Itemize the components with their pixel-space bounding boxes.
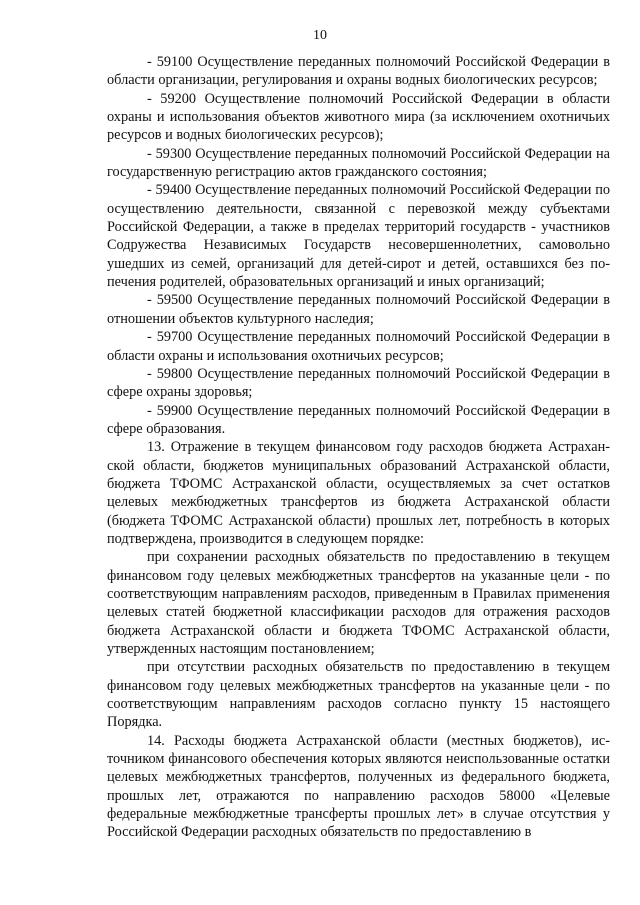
document-body bbox=[107, 53, 610, 842]
list-item-59200: - 59200 Осуществление полномочий Российской Федерации в области охраны и использования объектов животного мира (за исключением охотничьих ресурсов и водных биологических ресурсов); bbox=[107, 90, 610, 144]
list-item-59400: - 59400 Осуществление переданных полномочий Российской Федерации по осуществлению деятельности, связанной с перевозкой между субъектами Российской Федерации, а также в пределах территорий государств - участников Содружества Независимых Государств несовершеннолетних, самовольно ушедших из семей, организаций для детей-сирот и детей, оставшихся без попечения родителей, образовательных организаций и иных организаций; bbox=[107, 182, 610, 291]
list-item-59900: - 59900 Осуществление переданных полномочий Российской Федерации в сфере образования. bbox=[107, 402, 610, 437]
section-13-case-preserved: при сохранении расходных обязательств по предоставлению в текущем финансовом году целевых межбюджетных трансфертов на указанные цели - по соответствующим направлениям расходов, приведенным в Правилах применения целевых статей бюджетной классификации расходов для отражения расходов бюджета Астраханской области и бюджета ТФОМС Астраханской области, утвержденных настоящим постановлением; bbox=[107, 549, 610, 657]
list-item-59300: - 59300 Осуществление переданных полномочий Российской Федерации на государственную регистрацию актов гражданского состояния; bbox=[107, 145, 610, 181]
section-14-paragraph: 14. Расходы бюджета Астраханской области (местных бюджетов), источником финансового обеспечения которых являются неиспользованные остатки целевых межбюджетных трансфертов, полученных из федерального бюджета, прошлых лет, отражаются по направлению расходов 58000 «Целевые федеральные межбюджетные трансферты прошлых лет» в случае отсутствия у Российской Федерации расходных обязательств по предоставлению в bbox=[107, 732, 610, 841]
list-item-59100: - 59100 Осуществление переданных полномочий Российской Федерации в области организации, регулирования и охраны водных биологических ресурсов; bbox=[107, 54, 610, 89]
list-item-59800: - 59800 Осуществление переданных полномочий Российской Федерации в сфере охраны здоровья; bbox=[107, 365, 610, 401]
list-item-59500: - 59500 Осуществление переданных полномочий Российской Федерации в отношении объектов культурного наследия; bbox=[107, 292, 610, 327]
section-13-paragraph: 13. Отражение в текущем финансовом году расходов бюджета Астраханской области, бюджетов муниципальных образований Астраханской области, бюджета ТФОМС Астраханской области, осуществляемых за счет остатков целевых межбюджетных трансфертов из бюджета Астраханской области (бюджета ТФОМС Астраханской области) прошлых лет, потребность в которых подтверждена, производится в следующем порядке: bbox=[107, 439, 610, 547]
section-13-case-absent: при отсутствии расходных обязательств по предоставлению в текущем финансовом году целевых межбюджетных трансфертов на указанные цели - по соответствующим направлениям расходов согласно пункту 15 настоящего Порядка. bbox=[107, 659, 610, 731]
list-item-59700: - 59700 Осуществление переданных полномочий Российской Федерации в области охраны и использования охотничьих ресурсов; bbox=[107, 329, 610, 364]
page-number: 10 bbox=[313, 28, 327, 43]
